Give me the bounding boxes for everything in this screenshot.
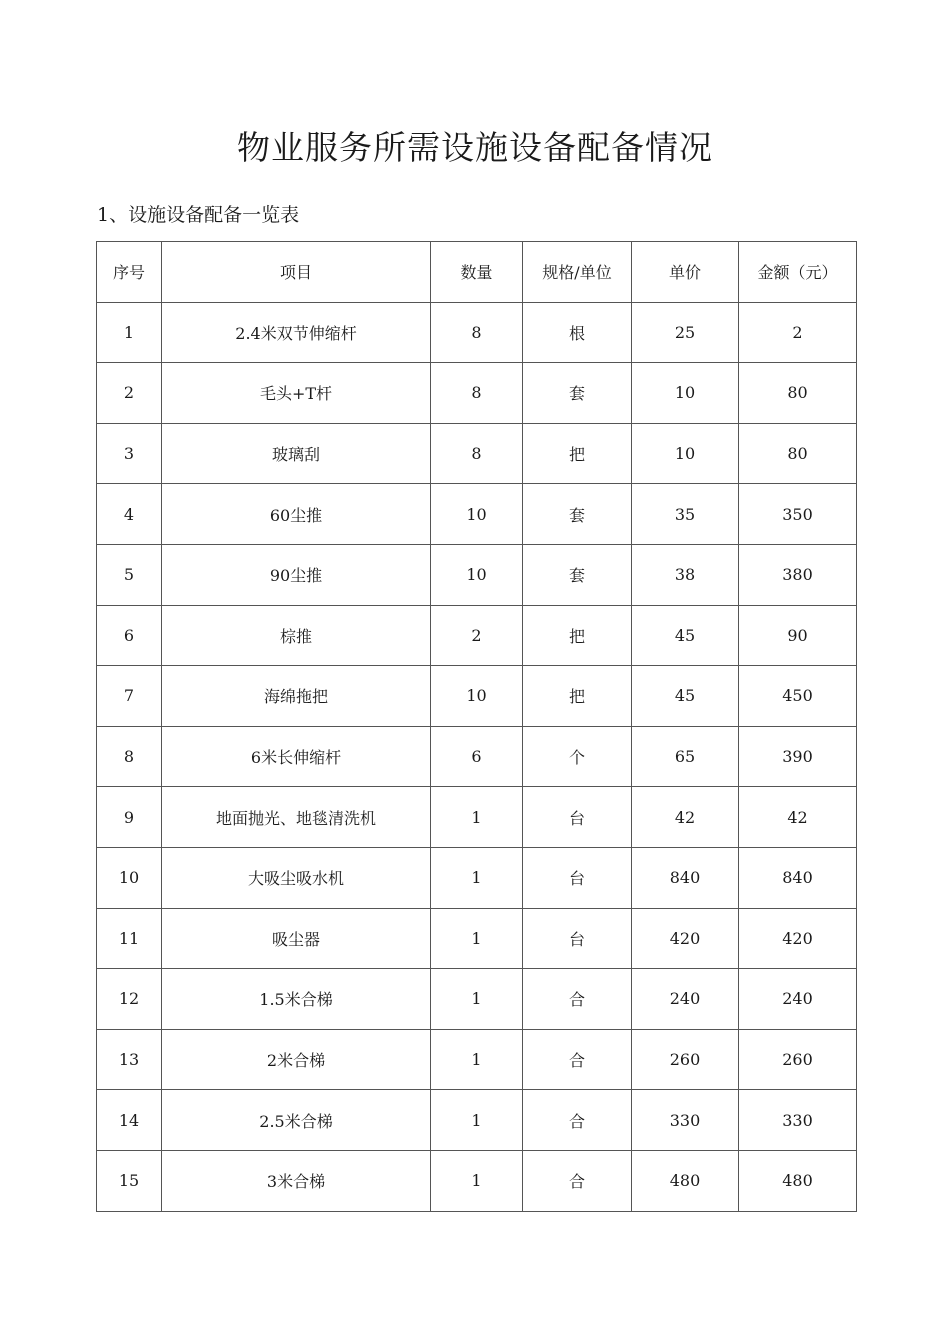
cell-unit: 合 bbox=[523, 969, 632, 1030]
header-no: 序号 bbox=[97, 242, 162, 303]
cell-no: 1 bbox=[97, 302, 162, 363]
cell-price: 65 bbox=[632, 726, 739, 787]
cell-unit: 合 bbox=[523, 1029, 632, 1090]
cell-unit: 合 bbox=[523, 1150, 632, 1211]
cell-amount: 380 bbox=[739, 544, 857, 605]
equipment-table bbox=[96, 241, 857, 1212]
cell-no: 12 bbox=[97, 969, 162, 1030]
cell-unit: 把 bbox=[523, 666, 632, 727]
cell-price: 260 bbox=[632, 1029, 739, 1090]
cell-qty: 6 bbox=[431, 726, 523, 787]
cell-no: 14 bbox=[97, 1090, 162, 1151]
cell-qty: 1 bbox=[431, 969, 523, 1030]
cell-price: 25 bbox=[632, 302, 739, 363]
cell-no: 2 bbox=[97, 363, 162, 424]
cell-unit: 个 bbox=[523, 726, 632, 787]
cell-item: 海绵拖把 bbox=[162, 666, 431, 727]
cell-item: 地面抛光、地毯清洗机 bbox=[162, 787, 431, 848]
cell-price: 840 bbox=[632, 847, 739, 908]
cell-qty: 1 bbox=[431, 1029, 523, 1090]
cell-item: 玻璃刮 bbox=[162, 423, 431, 484]
table-row bbox=[97, 302, 857, 363]
cell-unit: 把 bbox=[523, 423, 632, 484]
cell-item: 3米合梯 bbox=[162, 1150, 431, 1211]
cell-price: 45 bbox=[632, 605, 739, 666]
table-row bbox=[97, 544, 857, 605]
cell-amount: 42 bbox=[739, 787, 857, 848]
cell-no: 5 bbox=[97, 544, 162, 605]
cell-amount: 80 bbox=[739, 423, 857, 484]
cell-qty: 1 bbox=[431, 1090, 523, 1151]
cell-amount: 330 bbox=[739, 1090, 857, 1151]
header-qty: 数量 bbox=[431, 242, 523, 303]
cell-qty: 10 bbox=[431, 666, 523, 727]
header-unit: 规格/单位 bbox=[523, 242, 632, 303]
cell-price: 480 bbox=[632, 1150, 739, 1211]
table-row bbox=[97, 908, 857, 969]
table-body bbox=[97, 302, 857, 1211]
cell-no: 15 bbox=[97, 1150, 162, 1211]
cell-price: 35 bbox=[632, 484, 739, 545]
cell-price: 45 bbox=[632, 666, 739, 727]
cell-qty: 1 bbox=[431, 847, 523, 908]
cell-item: 1.5米合梯 bbox=[162, 969, 431, 1030]
section-heading: 1、设施设备配备一览表 bbox=[97, 204, 300, 226]
cell-amount: 90 bbox=[739, 605, 857, 666]
table-row bbox=[97, 666, 857, 727]
cell-no: 4 bbox=[97, 484, 162, 545]
table-row bbox=[97, 423, 857, 484]
cell-unit: 台 bbox=[523, 847, 632, 908]
cell-amount: 80 bbox=[739, 363, 857, 424]
cell-amount: 840 bbox=[739, 847, 857, 908]
cell-no: 3 bbox=[97, 423, 162, 484]
cell-price: 38 bbox=[632, 544, 739, 605]
cell-item: 60尘推 bbox=[162, 484, 431, 545]
cell-unit: 台 bbox=[523, 908, 632, 969]
header-amount: 金额（元） bbox=[739, 242, 857, 303]
cell-amount: 450 bbox=[739, 666, 857, 727]
cell-unit: 套 bbox=[523, 363, 632, 424]
cell-no: 11 bbox=[97, 908, 162, 969]
cell-item: 吸尘器 bbox=[162, 908, 431, 969]
cell-item: 棕推 bbox=[162, 605, 431, 666]
cell-qty: 10 bbox=[431, 484, 523, 545]
cell-no: 6 bbox=[97, 605, 162, 666]
table-row bbox=[97, 847, 857, 908]
cell-unit: 台 bbox=[523, 787, 632, 848]
cell-item: 2.5米合梯 bbox=[162, 1090, 431, 1151]
cell-item: 6米长伸缩杆 bbox=[162, 726, 431, 787]
cell-price: 10 bbox=[632, 423, 739, 484]
cell-price: 330 bbox=[632, 1090, 739, 1151]
cell-item: 2.4米双节伸缩杆 bbox=[162, 302, 431, 363]
table-row bbox=[97, 605, 857, 666]
cell-amount: 260 bbox=[739, 1029, 857, 1090]
table-row bbox=[97, 726, 857, 787]
cell-qty: 1 bbox=[431, 787, 523, 848]
cell-qty: 1 bbox=[431, 908, 523, 969]
table-row bbox=[97, 484, 857, 545]
cell-amount: 390 bbox=[739, 726, 857, 787]
cell-price: 10 bbox=[632, 363, 739, 424]
cell-item: 2米合梯 bbox=[162, 1029, 431, 1090]
header-price: 单价 bbox=[632, 242, 739, 303]
cell-no: 8 bbox=[97, 726, 162, 787]
cell-unit: 合 bbox=[523, 1090, 632, 1151]
table-row bbox=[97, 969, 857, 1030]
cell-unit: 套 bbox=[523, 544, 632, 605]
cell-qty: 1 bbox=[431, 1150, 523, 1211]
cell-amount: 240 bbox=[739, 969, 857, 1030]
cell-amount: 2 bbox=[739, 302, 857, 363]
table-row bbox=[97, 363, 857, 424]
cell-unit: 套 bbox=[523, 484, 632, 545]
cell-amount: 350 bbox=[739, 484, 857, 545]
cell-qty: 8 bbox=[431, 302, 523, 363]
cell-item: 毛头+T杆 bbox=[162, 363, 431, 424]
cell-item: 大吸尘吸水机 bbox=[162, 847, 431, 908]
cell-item: 90尘推 bbox=[162, 544, 431, 605]
cell-no: 9 bbox=[97, 787, 162, 848]
table-row bbox=[97, 1150, 857, 1211]
cell-qty: 10 bbox=[431, 544, 523, 605]
table-row bbox=[97, 1090, 857, 1151]
cell-no: 13 bbox=[97, 1029, 162, 1090]
cell-price: 42 bbox=[632, 787, 739, 848]
cell-qty: 2 bbox=[431, 605, 523, 666]
cell-no: 7 bbox=[97, 666, 162, 727]
table-row bbox=[97, 787, 857, 848]
header-item: 项目 bbox=[162, 242, 431, 303]
cell-qty: 8 bbox=[431, 423, 523, 484]
cell-unit: 根 bbox=[523, 302, 632, 363]
cell-unit: 把 bbox=[523, 605, 632, 666]
table-row bbox=[97, 1029, 857, 1090]
cell-amount: 480 bbox=[739, 1150, 857, 1211]
cell-price: 420 bbox=[632, 908, 739, 969]
cell-amount: 420 bbox=[739, 908, 857, 969]
cell-qty: 8 bbox=[431, 363, 523, 424]
cell-price: 240 bbox=[632, 969, 739, 1030]
table-header-row bbox=[97, 242, 857, 303]
cell-no: 10 bbox=[97, 847, 162, 908]
document-title: 物业服务所需设施设备配备情况 bbox=[237, 128, 713, 168]
